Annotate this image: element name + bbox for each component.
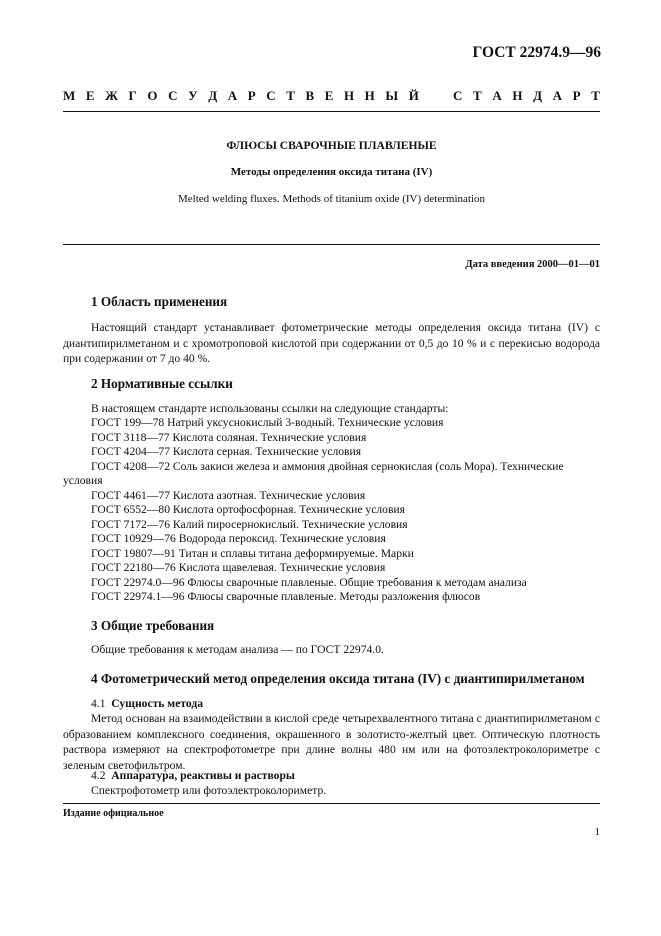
effective-date: Дата введения 2000—01—01 [465, 259, 600, 270]
banner-letter: Ж [105, 88, 118, 103]
banner-letter: Е [85, 88, 95, 103]
banner-letter: Й [408, 88, 419, 103]
banner-letter: Н [364, 88, 375, 103]
banner-letter: Д [208, 88, 218, 103]
document-subtitle: Методы определения оксида титана (IV) [230, 166, 433, 178]
subsection-title: Аппаратура, реактивы и растворы [111, 769, 295, 782]
banner-letter: Г [128, 88, 137, 103]
subsection-4-1 [91, 697, 203, 710]
page-number: 1 [594, 826, 600, 838]
section-1-text: Настоящий стандарт устанавливает фотометрические методы определения оксида титана (IV) с диантипирилметаном и с хромотроповой кислотой при содержании от 0,5 до 10 % и с перекисью водорода при содержании от 7 до 40 %. [63, 321, 600, 365]
standard-banner [63, 88, 600, 104]
banner-letter: С [266, 88, 276, 103]
reference-item: ГОСТ 22974.1—96 Флюсы сварочные плавленые. Методы разложения флюсов [91, 590, 481, 603]
banner-letter: Т [286, 88, 295, 103]
edition-label: Издание официальное [63, 808, 164, 819]
reference-item: ГОСТ 199—78 Натрий уксуснокислый 3-водный. Технические условия [91, 416, 444, 429]
banner-letter: М [63, 88, 76, 103]
section-2-heading: 2 Нормативные ссылки [91, 376, 233, 391]
subsection-number: 4.1 [91, 697, 106, 710]
subsection-title: Сущность метода [111, 697, 204, 710]
section-3-text: Общие требования к методам анализа — по ГОСТ 22974.0. [91, 643, 384, 656]
document-title: ФЛЮСЫ СВАРОЧНЫЕ ПЛАВЛЕНЫЕ [226, 139, 437, 152]
banner-letter: В [305, 88, 315, 103]
document-code: ГОСТ 22974.9—96 [472, 44, 601, 61]
reference-item: ГОСТ 22180—76 Кислота щавелевая. Технические условия [91, 561, 386, 574]
subsection-4-2 [91, 769, 295, 782]
reference-item: ГОСТ 10929—76 Водорода пероксид. Технические условия [91, 532, 386, 545]
reference-item-continuation: условия [63, 474, 103, 487]
section-3-heading: 3 Общие требования [91, 618, 215, 633]
reference-item: ГОСТ 4204—77 Кислота серная. Технические условия [91, 445, 362, 458]
reference-item: ГОСТ 6552—80 Кислота ортофосфорная. Технические условия [91, 503, 405, 516]
section-1-heading: 1 Область применения [91, 294, 228, 309]
banner-letter: Т [591, 88, 600, 103]
section-4-heading: 4 Фотометрический метод определения оксида титана (IV) с диантипирилметаном [91, 671, 585, 686]
footer-rule [63, 803, 600, 804]
banner-letter: Ы [385, 88, 399, 103]
banner-letter: О [147, 88, 158, 103]
banner-letter: А [492, 88, 502, 103]
section-2-intro: В настоящем стандарте использованы ссылки на следующие стандарты: [91, 402, 449, 415]
banner-letter: Т [473, 88, 482, 103]
reference-item: ГОСТ 4461—77 Кислота азотная. Технические условия [91, 489, 366, 502]
banner-letter: Е [324, 88, 334, 103]
subsection-4-2-text: Спектрофотометр или фотоэлектроколориметр. [91, 784, 327, 797]
banner-letter: У [188, 88, 198, 103]
banner-letter: А [227, 88, 238, 103]
reference-item: ГОСТ 19807—91 Титан и сплавы титана деформируемые. Марки [91, 547, 414, 560]
subsection-number: 4.2 [91, 769, 106, 782]
banner-letter: Д [533, 88, 543, 103]
banner-letter: Р [247, 88, 256, 103]
top-rule [63, 111, 600, 112]
reference-item: ГОСТ 7172—76 Калий пиросернокислый. Технические условия [91, 518, 408, 531]
banner-letter: Н [343, 88, 355, 103]
reference-item: ГОСТ 3118—77 Кислота соляная. Технические условия [91, 431, 367, 444]
banner-letter: А [552, 88, 563, 103]
banner-letter: С [168, 88, 178, 103]
banner-letter: С [453, 88, 463, 103]
banner-word-interstate [63, 88, 419, 104]
banner-word-standard [453, 88, 600, 104]
header-rule [63, 244, 600, 245]
english-title: Melted welding fluxes. Methods of titanium oxide (IV) determination [177, 193, 486, 205]
subsection-4-1-text: Метод основан на взаимодействии в кислой среде четырехвалентного титана с диантипирилметаном с образованием комплексного соединения, окрашенного в золотисто-желтый цвет. Оптическую плотность раствора измеряют на спектрофотометре при длине волны 480 нм или на фотоэлектроколориметре с зеленым светофильтром. [63, 712, 600, 772]
reference-item: ГОСТ 22974.0—96 Флюсы сварочные плавленые. Общие требования к методам анализа [91, 576, 527, 589]
reference-item: ГОСТ 4208—72 Соль закиси железа и аммония двойная сернокислая (соль Мора). Технические [91, 460, 564, 473]
banner-letter: Р [572, 88, 581, 103]
banner-letter: Н [512, 88, 523, 103]
